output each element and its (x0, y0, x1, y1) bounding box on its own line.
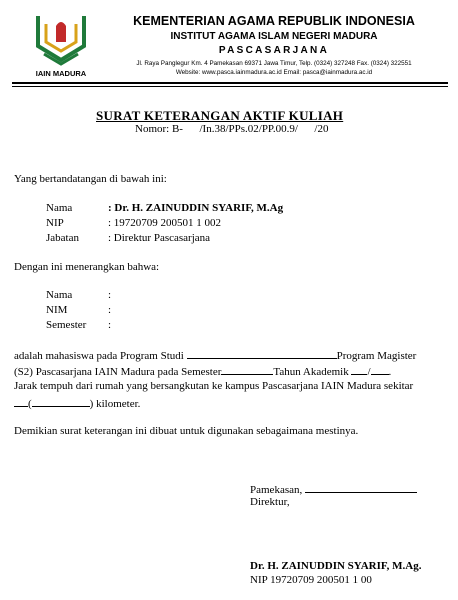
statement-line-2 (14, 364, 442, 378)
signature-nip: NIP 19720709 200501 1 00 (250, 574, 372, 586)
ministry-heading: KEMENTERIAN AGAMA REPUBLIK INDONESIA (133, 14, 415, 28)
academic-year-start-blank (351, 364, 367, 375)
letterhead-rule-thick (12, 82, 448, 84)
signature-date-blank (305, 482, 417, 493)
signer-name-label: Nama (46, 202, 73, 214)
signer-position-value: : Direktur Pascasarjana (108, 232, 211, 244)
intro-signer-text: Yang bertandatangan di bawah ini: (14, 173, 167, 185)
academic-year-end-blank (371, 364, 389, 375)
letterhead-rule-thin (12, 86, 448, 87)
statement-period: . (388, 366, 392, 378)
signer-name-value: : Dr. H. ZAINUDDIN SYARIF, M.Ag (108, 202, 284, 214)
signature-name: Dr. H. ZAINUDDIN SYARIF, M.Ag. (250, 560, 422, 572)
student-name-value: : (108, 289, 112, 301)
study-program-blank (187, 348, 337, 359)
student-nim-label: NIM (46, 304, 68, 316)
semester-blank (221, 364, 273, 375)
signer-nip-label: NIP (46, 217, 64, 229)
statement-line-1 (14, 348, 416, 362)
signer-position-label: Jabatan (46, 232, 79, 244)
institute-heading: INSTITUT AGAMA ISLAM NEGERI MADURA (170, 31, 378, 42)
signature-place: Pamekasan, (250, 484, 303, 496)
logo-caption: IAIN MADURA (35, 69, 87, 78)
statement-text-semester: (S2) Pascasarjana IAIN Madura pada Semester (14, 366, 222, 378)
iain-madura-logo (30, 10, 92, 80)
distance-words-blank (32, 396, 90, 407)
distance-open-paren: ( (28, 398, 32, 410)
statement-text-program: adalah mahasiswa pada Program Studi (14, 350, 187, 362)
student-name-label: Nama (46, 289, 73, 301)
document-number: Nomor: B- /In.38/PPs.02/PP.00.9/ /20 (135, 123, 329, 135)
academic-year-slash: / (367, 366, 371, 378)
signer-nip-value: : 19720709 200501 1 002 (108, 217, 222, 229)
signature-place-date (250, 482, 417, 496)
statement-line-3: Jarak tempuh dari rumah yang bersangkutan ke kampus Pascasarjana IAIN Madura sekitar (14, 380, 414, 392)
statement-line-4 (14, 396, 140, 410)
faculty-heading: PASCASARJANA (218, 45, 330, 56)
intro-student-text: Dengan ini menerangkan bahwa: (14, 261, 160, 273)
distance-number-blank (14, 396, 28, 407)
statement-text-academic-year: Tahun Akademik (273, 366, 349, 378)
document-title: SURAT KETERANGAN AKTIF KULIAH (96, 108, 344, 123)
student-nim-value: : (108, 304, 112, 316)
student-semester-value: : (108, 319, 112, 331)
address-line: Jl. Raya Panglegur Km. 4 Pamekasan 69371 Jawa Timur, Telp. (0324) 327248 Fax. (0324) 322551 (136, 60, 412, 67)
closing-statement: Demikian surat keterangan ini dibuat untuk digunakan sebagaimana mestinya. (14, 425, 359, 437)
signature-position: Direktur, (250, 496, 290, 508)
contact-line: Website: www.pasca.iainmadura.ac.id Email: pasca@iainmadura.ac.id (175, 69, 373, 76)
distance-unit: ) kilometer. (89, 398, 141, 410)
student-semester-label: Semester (46, 319, 87, 331)
statement-text-magister: Program Magister (336, 350, 417, 362)
